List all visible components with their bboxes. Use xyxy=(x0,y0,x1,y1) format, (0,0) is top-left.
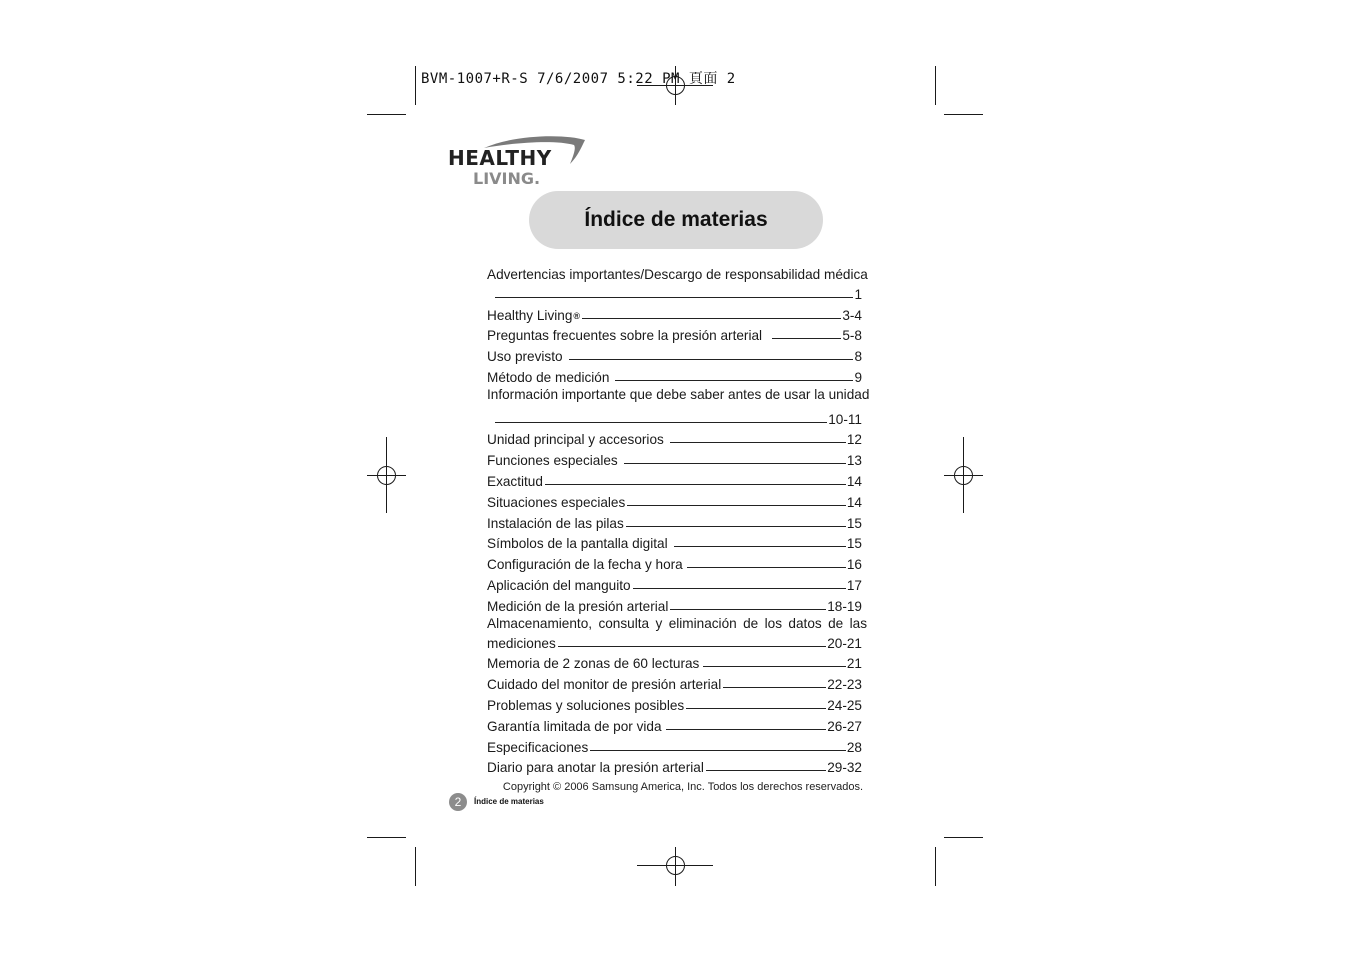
toc-entry-label: Especificaciones xyxy=(487,739,589,755)
crop-mark xyxy=(944,837,983,838)
toc-entry-label: Garantía limitada de por vida xyxy=(487,718,662,734)
leader-line xyxy=(624,463,846,464)
toc-entry xyxy=(487,406,867,427)
toc-entry-label: mediciones xyxy=(487,635,556,651)
toc-entry-page: 9 xyxy=(854,369,862,385)
crop-mark xyxy=(415,66,416,105)
toc-entry xyxy=(487,671,867,692)
table-of-contents xyxy=(487,265,870,776)
toc-entry-label: Símbolos de la pantalla digital xyxy=(487,536,668,552)
toc-entry-page: 1 xyxy=(854,286,862,302)
leader-line xyxy=(703,666,846,667)
toc-entry-label: Cuidado del monitor de presión arterial xyxy=(487,677,722,693)
toc-entry-page: 15 xyxy=(846,515,862,531)
toc-entry-label: Configuración de la fecha y hora xyxy=(487,557,683,573)
toc-entry-page: 8 xyxy=(854,349,862,365)
toc-entry xyxy=(487,531,867,552)
leader-line xyxy=(633,588,846,589)
crop-mark xyxy=(367,837,406,838)
leader-line xyxy=(626,526,846,527)
toc-entry xyxy=(487,286,867,302)
toc-entry-label: Exactitud xyxy=(487,473,543,489)
toc-entry-label: Situaciones especiales xyxy=(487,494,626,510)
toc-entry-page: 26-27 xyxy=(827,718,862,734)
toc-entry-label: Preguntas frecuentes sobre la presión arterial xyxy=(487,328,763,344)
toc-entry-page: 3-4 xyxy=(842,307,862,323)
toc-entry-page: 12 xyxy=(846,432,862,448)
toc-entry-page: 5-8 xyxy=(842,328,862,344)
page-title: Índice de materias xyxy=(584,208,768,231)
toc-entry-label: Funciones especiales xyxy=(487,453,618,469)
toc-entry-label: Método de medición xyxy=(487,369,610,385)
toc-entry-page: 18-19 xyxy=(827,598,862,614)
toc-entry-label: Unidad principal y accesorios xyxy=(487,432,664,448)
toc-entry xyxy=(487,651,867,672)
page-number-badge: 2 xyxy=(449,793,467,811)
toc-entry xyxy=(487,593,867,614)
toc-entry xyxy=(487,302,867,323)
toc-entry-page: 24-25 xyxy=(827,697,862,713)
toc-entry-label: Healthy Living xyxy=(487,307,573,323)
toc-entry-label: Diario para anotar la presión arterial xyxy=(487,760,704,776)
toc-entry xyxy=(487,427,867,448)
leader-line xyxy=(627,505,846,506)
toc-entry-page: 15 xyxy=(846,536,862,552)
leader-line xyxy=(686,708,826,709)
toc-entry-page: 29-32 xyxy=(827,760,862,776)
crop-mark xyxy=(935,847,936,886)
toc-entry xyxy=(487,755,867,776)
page-title-banner xyxy=(529,191,823,249)
leader-line xyxy=(674,546,846,547)
leader-line xyxy=(545,484,846,485)
toc-entry xyxy=(487,447,867,468)
toc-entry-label: Información importante que debe saber antes de usar la unidad xyxy=(487,386,870,402)
toc-entry-label: Aplicación del manguito xyxy=(487,577,631,593)
toc-entry-page: 20-21 xyxy=(827,635,862,651)
leader-line xyxy=(615,380,853,381)
crop-mark xyxy=(944,114,983,115)
toc-entry xyxy=(487,364,867,385)
toc-entry-label: Memoria de 2 zonas de 60 lecturas xyxy=(487,656,700,672)
leader-line xyxy=(582,318,841,319)
logo-text-living: LIVING. xyxy=(473,169,541,188)
toc-entry xyxy=(487,713,867,734)
leader-line xyxy=(670,442,846,443)
toc-entry-label: Instalación de las pilas xyxy=(487,515,624,531)
toc-entry xyxy=(487,468,867,489)
leader-line xyxy=(723,687,826,688)
leader-line xyxy=(495,422,827,423)
toc-entry xyxy=(487,489,867,510)
logo-text-healthy: HEALTHY xyxy=(448,146,552,170)
leader-line xyxy=(670,609,826,610)
toc-entry xyxy=(487,510,867,531)
leader-line xyxy=(569,359,854,360)
toc-entry xyxy=(487,572,867,593)
toc-entry xyxy=(487,323,867,344)
print-slug: BVM-1007+R-S 7/6/2007 5:22 PM 頁面 2 xyxy=(421,71,736,87)
toc-entry-page: 14 xyxy=(846,494,862,510)
footer-section-label: Índice de materias xyxy=(474,797,544,806)
toc-entry xyxy=(487,343,867,364)
toc-entry-page: 21 xyxy=(846,656,862,672)
leader-line xyxy=(495,297,853,298)
toc-entry-page: 10-11 xyxy=(828,411,862,427)
leader-line xyxy=(706,770,826,771)
toc-entry-label: Problemas y soluciones posibles xyxy=(487,697,685,713)
toc-entry-page: 22-23 xyxy=(827,677,862,693)
toc-entry xyxy=(487,734,867,755)
toc-entry-page: 17 xyxy=(846,577,862,593)
healthy-living-logo xyxy=(446,136,588,188)
crop-mark xyxy=(367,114,406,115)
toc-entry-label: Almacenamiento, consulta y eliminación de los datos de las xyxy=(487,615,867,631)
copyright-notice: Copyright © 2006 Samsung America, Inc. Todos los derechos reservados. xyxy=(502,781,863,793)
toc-entry-page: 28 xyxy=(846,739,862,755)
leader-line xyxy=(772,338,841,339)
toc-entry xyxy=(487,635,867,651)
toc-entry xyxy=(487,551,867,572)
toc-entry-page: 14 xyxy=(846,473,862,489)
toc-entry-page: 13 xyxy=(846,453,862,469)
registered-mark: ® xyxy=(573,310,581,321)
crop-mark xyxy=(415,847,416,886)
toc-entry-label: Uso previsto xyxy=(487,349,563,365)
leader-line xyxy=(666,729,827,730)
crop-mark xyxy=(935,66,936,105)
toc-entry-page: 16 xyxy=(846,557,862,573)
leader-line xyxy=(590,750,846,751)
toc-entry xyxy=(487,692,867,713)
leader-line xyxy=(687,567,846,568)
toc-entry-label: Medición de la presión arterial xyxy=(487,598,669,614)
leader-line xyxy=(558,646,826,647)
toc-entry-label: Advertencias importantes/Descargo de responsabilidad médica xyxy=(487,267,868,282)
